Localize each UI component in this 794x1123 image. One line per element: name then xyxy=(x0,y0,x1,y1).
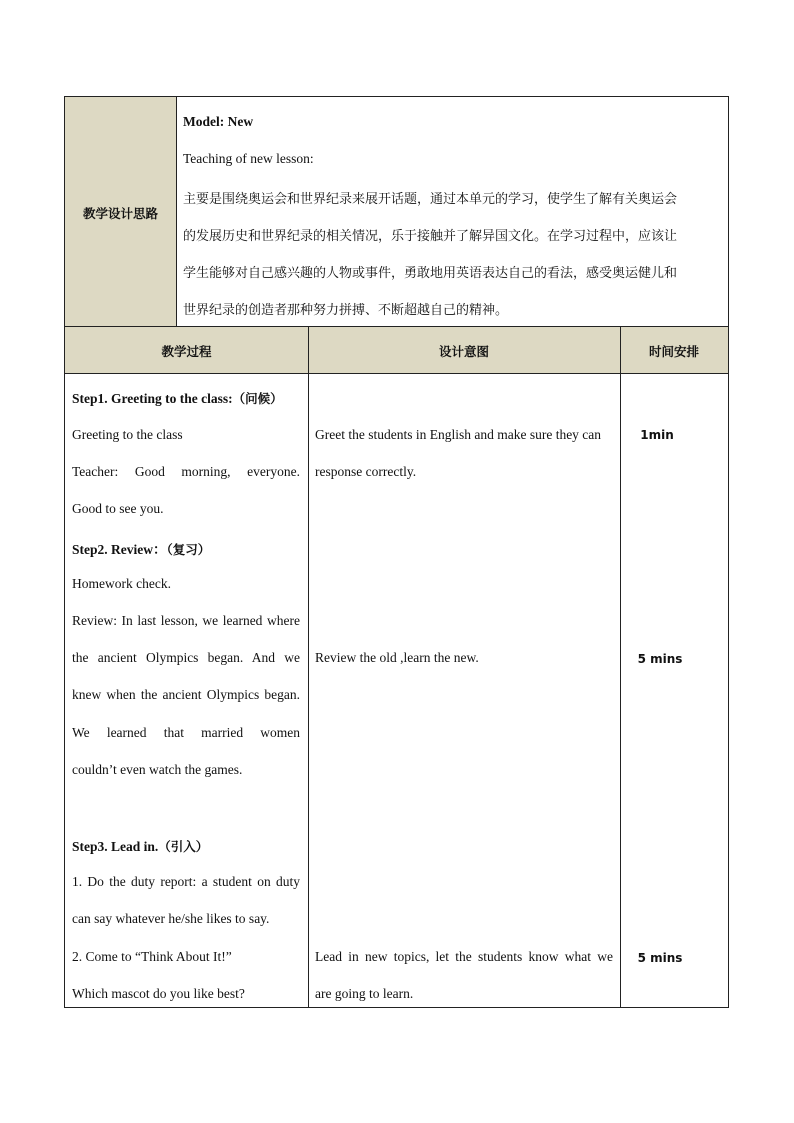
step2-line: We learned that married women xyxy=(72,725,300,740)
step2-line: Homework check. xyxy=(72,576,171,591)
header-process: 教学过程 xyxy=(161,344,212,359)
step3-line: 1. Do the duty report: a student on duty xyxy=(72,874,300,889)
design-desc-line: 世界纪录的创造者那种努力拼搏、不断超越自己的精神。 xyxy=(183,303,509,318)
step2-line: the ancient Olympics began. And we xyxy=(72,650,300,665)
design-desc-line: 的发展历史和世界纪录的相关情况，乐于接触并了解异国文化。在学习过程中，应该让 xyxy=(183,229,678,244)
step1-line: Good to see you. xyxy=(72,501,164,516)
step3-line: can say whatever he/she likes to say. xyxy=(72,911,270,926)
time-step1: 1min xyxy=(640,428,674,442)
intent-line: are going to learn. xyxy=(315,986,414,1001)
step3-line: 2. Come to “Think About It!” xyxy=(72,949,232,964)
model-line: Model: New xyxy=(183,114,254,129)
step1-title: Step1. Greeting to the class:（问候） xyxy=(72,391,283,406)
teaching-line: Teaching of new lesson: xyxy=(183,151,314,166)
step3-title: Step3. Lead in.（引入） xyxy=(72,839,209,854)
lesson-plan-table xyxy=(64,96,729,1008)
header-time: 时间安排 xyxy=(648,344,699,359)
step1-line: Teacher: Good morning, everyone. xyxy=(72,464,300,479)
step2-line: Review: In last lesson, we learned where xyxy=(72,613,300,628)
time-step3: 5 mins xyxy=(637,951,683,965)
intent-line: Review the old ,learn the new. xyxy=(315,650,479,665)
step2-title: Step2. Review：（复习） xyxy=(72,542,211,557)
header-intent: 设计意图 xyxy=(438,344,489,359)
step2-line: couldn’t even watch the games. xyxy=(72,762,243,777)
intent-line: Greet the students in English and make sure they can xyxy=(315,427,602,442)
step1-line: Greeting to the class xyxy=(72,427,183,442)
time-step2: 5 mins xyxy=(637,652,683,666)
step3-line: Which mascot do you like best? xyxy=(72,986,245,1001)
design-desc-line: 学生能够对自己感兴趣的人物或事件，勇敢地用英语表达自己的看法，感受奥运健儿和 xyxy=(183,266,678,281)
intent-line: Lead in new topics, let the students know what we xyxy=(315,949,613,964)
design-desc-line: 主要是围绕奥运会和世界纪录来展开话题，通过本单元的学习，使学生了解有关奥运会 xyxy=(183,192,678,207)
step2-line: knew when the ancient Olympics began. xyxy=(72,687,300,702)
design-ideas-label: 教学设计思路 xyxy=(82,206,158,221)
intent-line: response correctly. xyxy=(315,464,417,479)
